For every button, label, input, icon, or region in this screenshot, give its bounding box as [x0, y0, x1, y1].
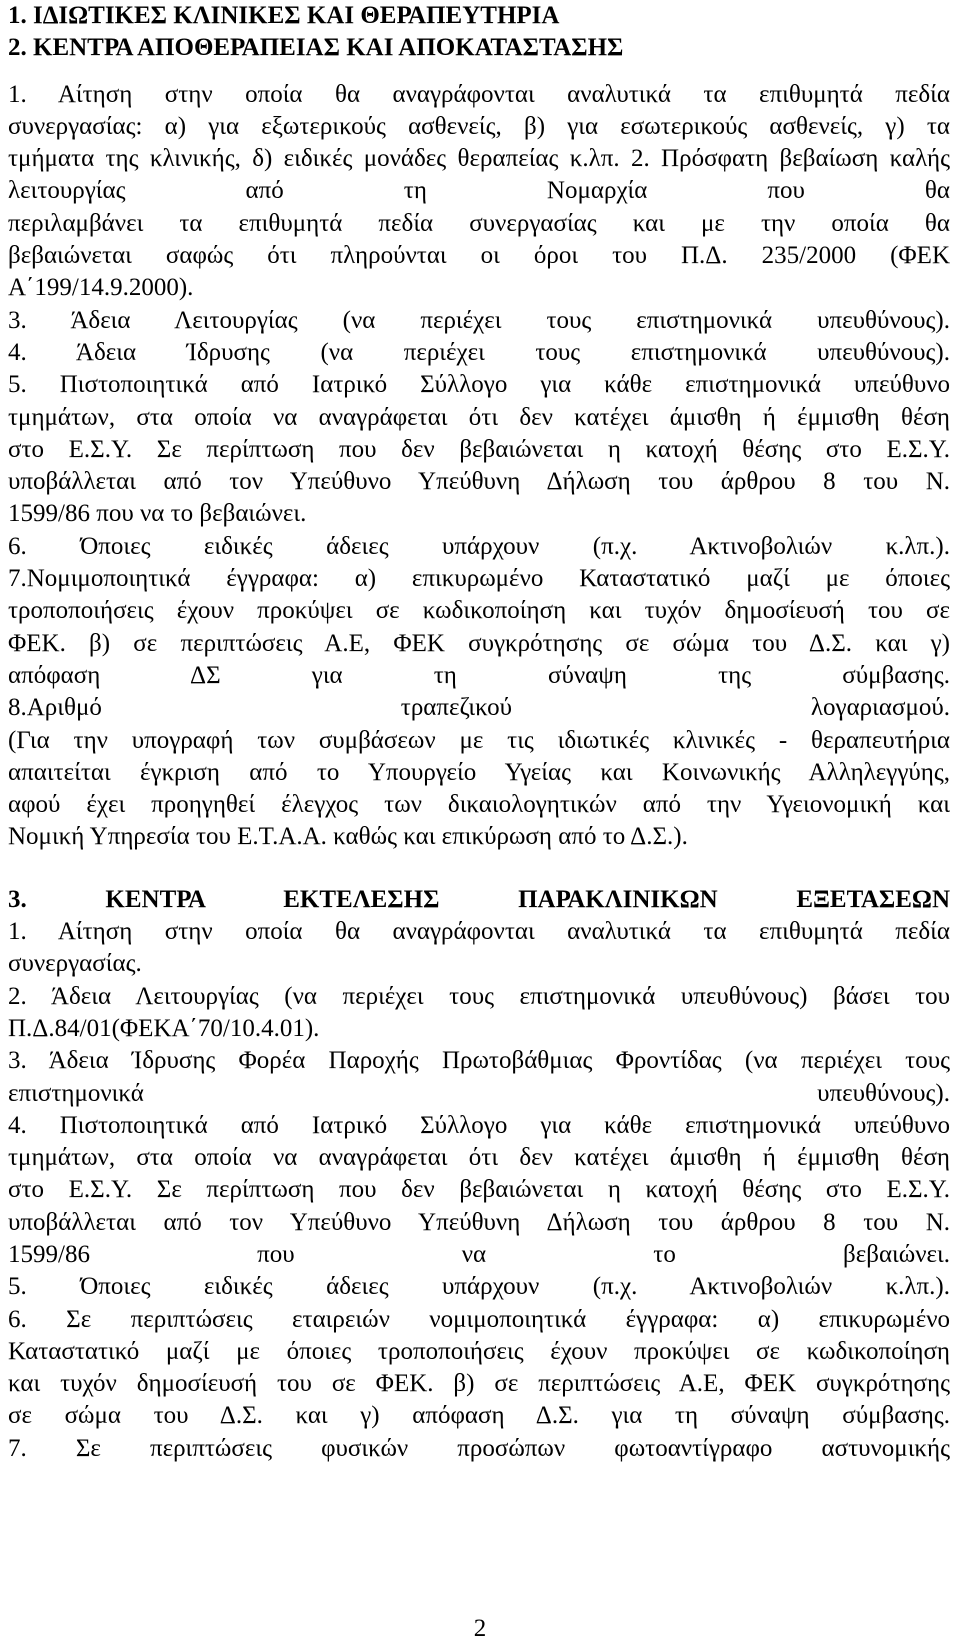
text-line: 7.Νομιμοποιητικά έγγραφα: α) επικυρωμένο Καταστατικό μαζί με όποιες	[8, 565, 950, 593]
text-line: 6. Σε περιπτώσεις εταιρειών νομιμοποιητικά έγγραφα: α) επικυρωμένο	[8, 1305, 950, 1333]
text-line: συνεργασίας.	[8, 950, 142, 978]
text-line: στο Ε.Σ.Υ. Σε περίπτωση που δεν βεβαιώνεται η κατοχή θέσης στο Ε.Σ.Υ.	[8, 435, 950, 463]
text-line: 1599/86 που να το βεβαιώνει.	[8, 1240, 950, 1268]
text-line: 4. Άδεια Ίδρυσης (να περιέχει τους επιστημονικά υπευθύνους).	[8, 338, 950, 366]
heading-rehabilitation-centers: 2. ΚΕΝΤΡΑ ΑΠΟΘΕΡΑΠΕΙΑΣ ΚΑΙ ΑΠΟΚΑΤΑΣΤΑΣΗΣ	[8, 34, 624, 62]
text-line: 1. Αίτηση στην οποία θα αναγράφονται αναλυτικά τα επιθυμητά πεδία	[8, 80, 950, 108]
text-line: Νομική Υπηρεσία του Ε.Τ.Α.Α. καθώς και επικύρωση από το Δ.Σ.).	[8, 823, 688, 851]
spacer	[8, 854, 950, 884]
text-line: 8.Αριθμό τραπεζικού λογαριασμού.	[8, 694, 950, 722]
text-line: 1599/86 που να το βεβαιώνει.	[8, 500, 307, 528]
text-line: Καταστατικό μαζί με όποιες τροποποιήσεις έχουν προκύψει σε κωδικοποίηση	[8, 1337, 950, 1365]
heading-diagnostic-centers: 3. ΚΕΝΤΡΑ ΕΚΤΕΛΕΣΗΣ ΠΑΡΑΚΛΙΝΙΚΩΝ ΕΞΕΤΑΣΕΩΝ	[8, 885, 950, 913]
document-body	[8, 0, 950, 1465]
spacer	[8, 65, 950, 79]
text-line: 1. Αίτηση στην οποία θα αναγράφονται αναλυτικά τα επιθυμητά πεδία	[8, 918, 950, 946]
text-line: Α΄199/14.9.2000).	[8, 274, 194, 302]
text-line: 5. Πιστοποιητικά από Ιατρικό Σύλλογο για κάθε επιστημονικά υπεύθυνο	[8, 371, 950, 399]
text-line: Π.Δ.84/01(ΦΕΚΑ΄70/10.4.01).	[8, 1014, 320, 1042]
text-line: υποβάλλεται από τον Υπεύθυνο Υπεύθυνη Δήλωση του άρθρου 8 του Ν.	[8, 468, 950, 496]
text-line: και τυχόν δημοσίευσή του σε ΦΕΚ. β) σε περιπτώσεις Α.Ε, ΦΕΚ συγκρότησης	[8, 1370, 950, 1398]
text-line: στο Ε.Σ.Υ. Σε περίπτωση που δεν βεβαιώνεται η κατοχή θέσης στο Ε.Σ.Υ.	[8, 1176, 950, 1204]
text-line: 3. Άδεια Ίδρυσης Φορέα Παροχής Πρωτοβάθμιας Φροντίδας (να περιέχει τους	[8, 1047, 950, 1075]
text-line: βεβαιώνεται σαφώς ότι πληρούνται οι όροι του Π.Δ. 235/2000 (ΦΕΚ	[8, 242, 950, 270]
text-line: τροποποιήσεις έχουν προκύψει σε κωδικοποίηση και τυχόν δημοσίευσή του σε	[8, 597, 950, 625]
text-line: συνεργασίας: α) για εξωτερικούς ασθενείς, β) για εσωτερικούς ασθενείς, γ) τα	[8, 112, 950, 140]
text-line: σε σώμα του Δ.Σ. και γ) απόφαση Δ.Σ. για τη σύναψη σύμβασης.	[8, 1402, 950, 1430]
text-line: τμημάτων, στα οποία να αναγράφεται ότι δεν κατέχει άμισθη ή έμμισθη θέση	[8, 1144, 950, 1172]
text-line: αφού έχει προηγηθεί έλεγχος των δικαιολογητικών από την Υγειονομική και	[8, 791, 950, 819]
text-line: ΦΕΚ. β) σε περιπτώσεις Α.Ε, ΦΕΚ συγκρότησης σε σώμα του Δ.Σ. και γ)	[8, 629, 950, 657]
text-line: απόφαση ΔΣ για τη σύναψη της σύμβασης.	[8, 661, 950, 689]
text-line: τμήματα της κλινικής, δ) ειδικές μονάδες θεραπείας κ.λπ. 2. Πρόσφατη βεβαίωση καλής λειτουργίας από τη Νομαρχία που θα	[8, 145, 950, 205]
text-line: επιστημονικά υπευθύνους).	[8, 1079, 950, 1107]
text-line: 2. Άδεια Λειτουργίας (να περιέχει τους επιστημονικά υπευθύνους) βάσει του	[8, 982, 950, 1010]
text-line: τμημάτων, στα οποία να αναγράφεται ότι δεν κατέχει άμισθη ή έμμισθη θέση	[8, 403, 950, 431]
text-line: (Για την υπογραφή των συμβάσεων με τις ιδιωτικές κλινικές - θεραπευτήρια	[8, 726, 950, 754]
text-line: απαιτείται έγκριση από το Υπουργείο Υγείας και Κοινωνικής Αλληλεγγύης,	[8, 758, 950, 786]
page-number: 2	[473, 1615, 487, 1642]
text-line: 4. Πιστοποιητικά από Ιατρικό Σύλλογο για κάθε επιστημονικά υπεύθυνο	[8, 1111, 950, 1139]
heading-private-clinics: 1. ΙΔΙΩΤΙΚΕΣ ΚΛΙΝΙΚΕΣ ΚΑΙ ΘΕΡΑΠΕΥΤΗΡΙΑ	[8, 2, 560, 29]
text-line: περιλαμβάνει τα επιθυμητά πεδία συνεργασίας και με την οποία θα	[8, 209, 950, 237]
text-line: 6. Όποιες ειδικές άδειες υπάρχουν (π.χ. Ακτινοβολιών κ.λπ.).	[8, 532, 950, 560]
text-line: 5. Όποιες ειδικές άδειες υπάρχουν (π.χ. Ακτινοβολιών κ.λπ.).	[8, 1273, 950, 1301]
text-line: υποβάλλεται από τον Υπεύθυνο Υπεύθυνη Δήλωση του άρθρου 8 του Ν.	[8, 1208, 950, 1236]
text-line: 7. Σε περιπτώσεις φυσικών προσώπων φωτοαντίγραφο αστυνομικής	[8, 1434, 950, 1462]
text-line: 3. Άδεια Λειτουργίας (να περιέχει τους επιστημονικά υπευθύνους).	[8, 306, 950, 334]
